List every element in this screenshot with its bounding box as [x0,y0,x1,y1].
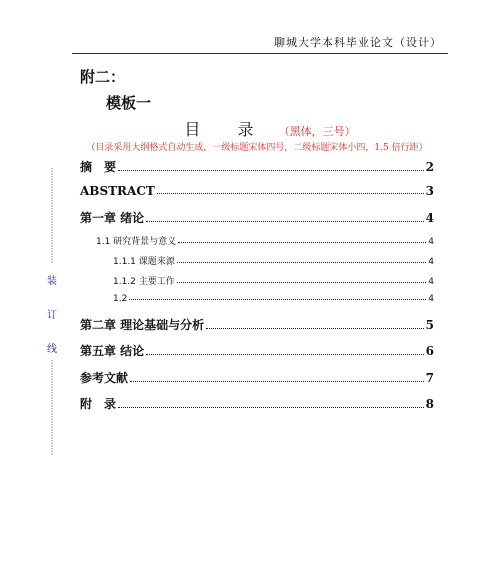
toc-entry-label: 第五章 结论 [80,344,145,358]
appendix-label: 附二： [80,68,126,86]
toc-leader-dots [118,169,424,171]
toc-entry-page: 4 [428,294,434,304]
toc-entry-abstract-en[interactable] [80,184,434,198]
toc-entry-page: 7 [425,371,434,385]
toc-entry-page: 6 [425,344,434,358]
toc-leader-dots [146,220,423,222]
toc-entry-label: 附 录 [80,397,117,411]
toc-entry-label: 1.1 研究背景与意义 [96,237,177,247]
toc-entry-label: 第二章 理论基础与分析 [80,318,205,332]
toc-entry-chapter-5[interactable] [80,342,434,359]
toc-title-row [0,117,500,140]
toc-entry-page: 4 [425,211,434,225]
toc-entry-chapter-2[interactable] [80,316,434,333]
toc-entry-page: 2 [425,160,434,174]
toc-entry-label: 1.2 [113,294,128,304]
toc-leader-dots [177,281,427,283]
toc-entry-label: ABSTRACT [80,184,155,198]
toc-leader-dots [177,261,427,263]
toc-leader-dots [146,353,423,355]
template-label: 模板一 [106,94,152,112]
toc-entry-page: 4 [428,237,434,247]
toc-entry-page: 8 [425,397,434,411]
header-rule [72,53,448,54]
toc-title: 目 录 [184,120,270,139]
toc-leader-dots [157,192,424,194]
toc-leader-dots [130,380,424,382]
page-header-text: 聊城大学本科毕业论文（设计） [274,36,442,49]
toc-leader-dots [206,327,423,329]
toc-entry-page: 5 [425,318,434,332]
toc-entry-section-1-1-1[interactable] [113,254,434,267]
toc-entry-page: 4 [428,257,434,267]
toc-leader-dots [118,406,424,408]
toc-entry-label: 第一章 绪论 [80,211,145,225]
toc-leader-dots [129,298,426,300]
toc-entry-page: 3 [425,184,434,198]
toc-entry-chapter-1[interactable] [80,209,434,226]
binding-char-zhuang: 装 [47,276,57,287]
binding-dots-top: ⋮ ⋮ ⋮ ⋮ ⋮ ⋮ ⋮ ⋮ ⋮ ⋮ ⋮ ⋮ [48,167,56,264]
toc-entry-label: 摘 要 [80,160,117,174]
toc-entry-page: 4 [428,277,434,287]
binding-char-ding: 订 [47,310,57,321]
binding-dots-bottom: ⋮ ⋮ ⋮ ⋮ ⋮ ⋮ ⋮ ⋮ ⋮ ⋮ ⋮ ⋮ [48,359,56,456]
toc-entry-label: 1.1.1 课题来源 [113,257,175,267]
toc-entry-section-1-1-2[interactable] [113,274,434,287]
binding-char-xian: 线 [47,344,57,355]
toc-entry-section-1-2[interactable] [113,294,434,304]
toc-entry-appendix[interactable] [80,395,434,412]
toc-entry-label: 参考文献 [80,371,129,385]
toc-entry-label: 1.1.2 主要工作 [113,277,175,287]
toc-leader-dots [178,241,426,243]
toc-entry-references[interactable] [80,369,434,386]
toc-entry-abstract-cn[interactable] [80,158,434,175]
toc-entry-section-1-1[interactable] [96,234,434,247]
toc-format-note: （目录采用大纲格式自动生成，一级标题宋体四号，二级标题宋体小四，1.5 倍行距） [86,143,428,153]
toc-title-note: （黑体，三号） [278,125,356,138]
